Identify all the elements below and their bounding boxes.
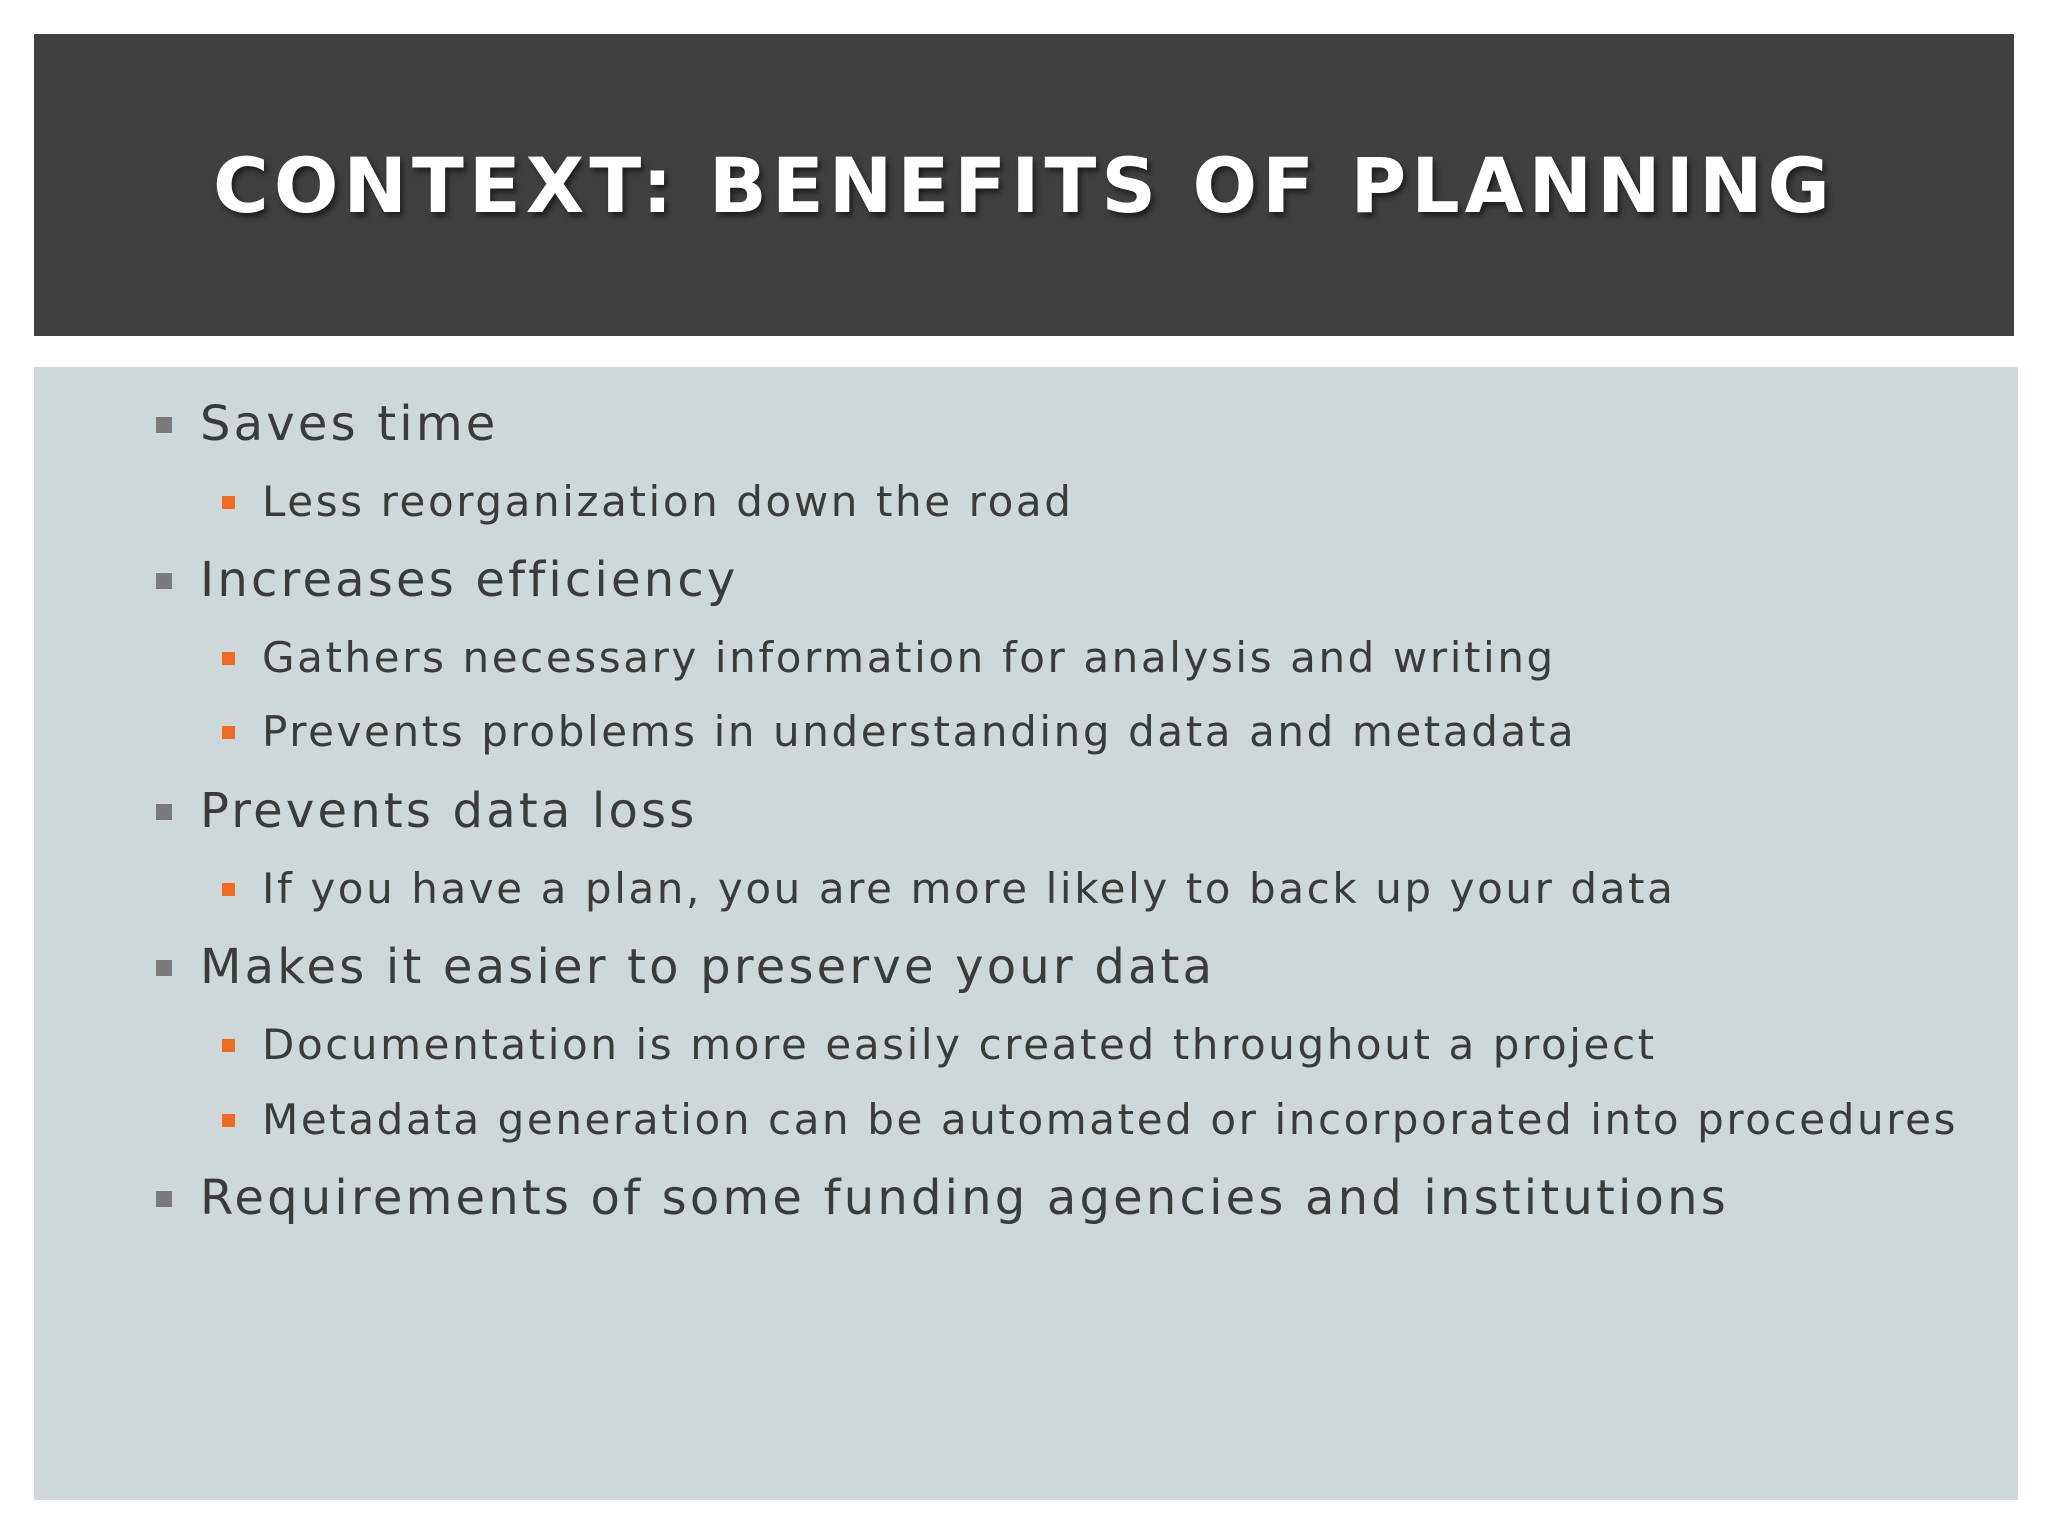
square-bullet-icon <box>156 1191 172 1207</box>
bullet-text: Increases efficiency <box>200 552 739 608</box>
sub-bullet-text: If you have a plan, you are more likely to back up your data <box>262 864 1676 913</box>
content-panel <box>34 367 2018 1500</box>
bullet-text: Makes it easier to preserve your data <box>200 939 1216 995</box>
title-banner <box>34 34 2014 336</box>
square-bullet-icon <box>156 573 172 589</box>
orange-square-bullet-icon <box>222 1039 235 1052</box>
bullet-text: Saves time <box>200 396 499 452</box>
bullet-text: Requirements of some funding agencies and institutions <box>200 1170 1729 1226</box>
slide-title: CONTEXT: BENEFITS OF PLANNING <box>213 140 1835 230</box>
orange-square-bullet-icon <box>222 883 235 896</box>
square-bullet-icon <box>156 417 172 433</box>
sub-bullet-text: Documentation is more easily created throughout a project <box>262 1020 1657 1069</box>
sub-bullet-text: Prevents problems in understanding data and metadata <box>262 707 1577 756</box>
sub-bullet-text: Gathers necessary information for analysis and writing <box>262 633 1556 682</box>
sub-bullet-text: Less reorganization down the road <box>262 477 1074 526</box>
orange-square-bullet-icon <box>222 496 235 509</box>
bullet-text: Prevents data loss <box>200 783 698 839</box>
orange-square-bullet-icon <box>222 652 235 665</box>
square-bullet-icon <box>156 804 172 820</box>
square-bullet-icon <box>156 960 172 976</box>
orange-square-bullet-icon <box>222 1114 235 1127</box>
sub-bullet-text: Metadata generation can be automated or incorporated into procedures <box>262 1095 1959 1144</box>
orange-square-bullet-icon <box>222 726 235 739</box>
